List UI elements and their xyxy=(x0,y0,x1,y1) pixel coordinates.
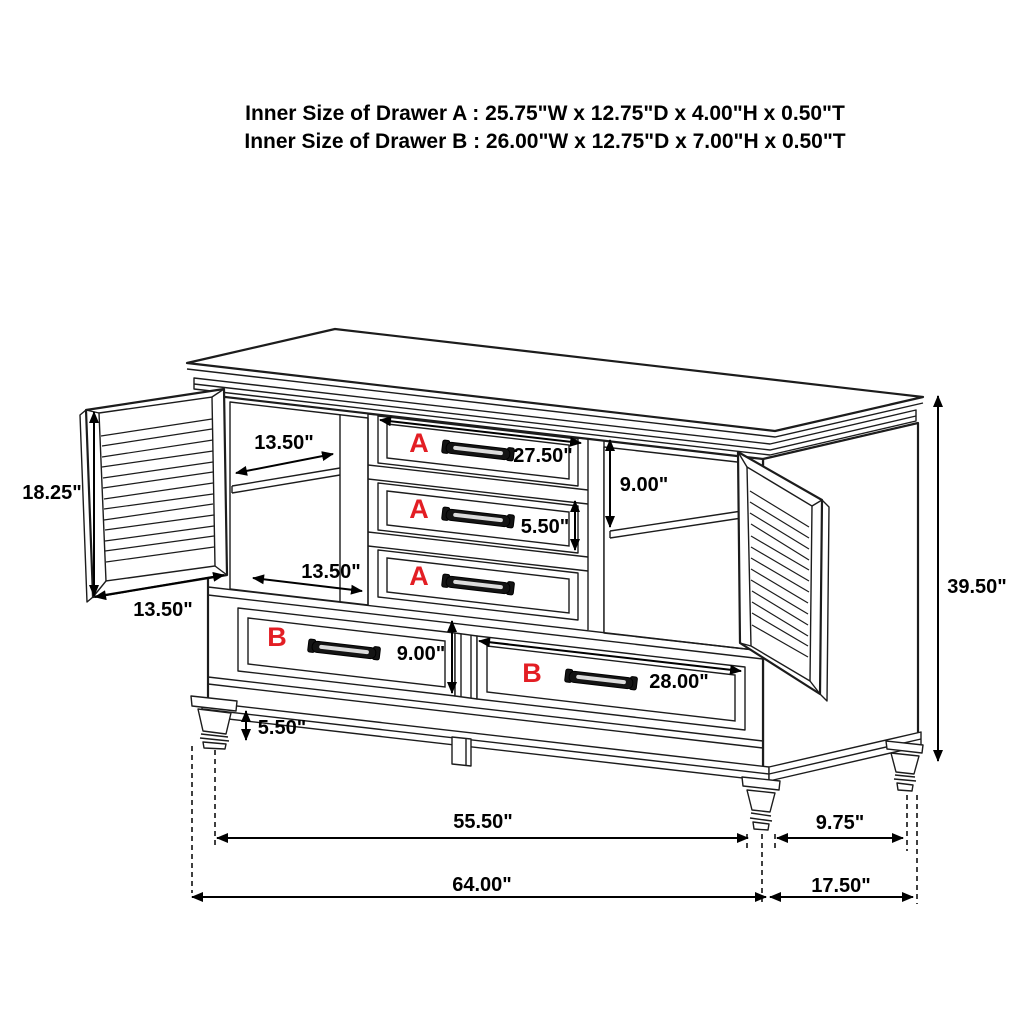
back-right-leg xyxy=(886,741,923,791)
front-right-leg xyxy=(742,777,780,830)
top-drawer-width-label: 27.50" xyxy=(513,445,573,467)
center-divider xyxy=(455,633,477,699)
door-height-label: 18.25" xyxy=(22,482,82,504)
shelf-depth-label: 13.50" xyxy=(254,432,314,454)
left-louvered-door xyxy=(80,389,227,602)
right-compartment-height-label: 9.00" xyxy=(619,474,669,496)
drawer-a3-letter: A xyxy=(409,561,429,591)
drawer-a1-letter: A xyxy=(409,428,429,458)
front-left-leg xyxy=(191,696,237,749)
center-support-leg xyxy=(452,737,471,766)
drawer-b1-letter: B xyxy=(267,622,287,652)
side-leg-span-label: 9.75" xyxy=(815,812,865,834)
overall-height-label: 39.50" xyxy=(947,576,1007,598)
drawer-b2-letter: B xyxy=(522,658,542,688)
bottom-right-drawer-width-label: 28.00" xyxy=(649,671,709,693)
title-line-2: Inner Size of Drawer B : 26.00"W x 12.75"D x 7.00"H x 0.50"T xyxy=(244,130,846,153)
middle-drawer-height-label: 5.50" xyxy=(520,516,570,538)
leg-height-label: 5.50" xyxy=(257,717,307,739)
bottom-drawer-height-label: 9.00" xyxy=(396,643,446,665)
overall-depth-label: 17.50" xyxy=(811,875,871,897)
drawer-a2-letter: A xyxy=(409,494,429,524)
left-interior-width-label: 13.50" xyxy=(301,561,361,583)
front-leg-span-label: 55.50" xyxy=(453,811,513,833)
title-line-1: Inner Size of Drawer A : 25.75"W x 12.75"D x 4.00"H x 0.50"T xyxy=(245,102,845,125)
door-width-label: 13.50" xyxy=(133,599,193,621)
overall-width-label: 64.00" xyxy=(452,874,512,896)
